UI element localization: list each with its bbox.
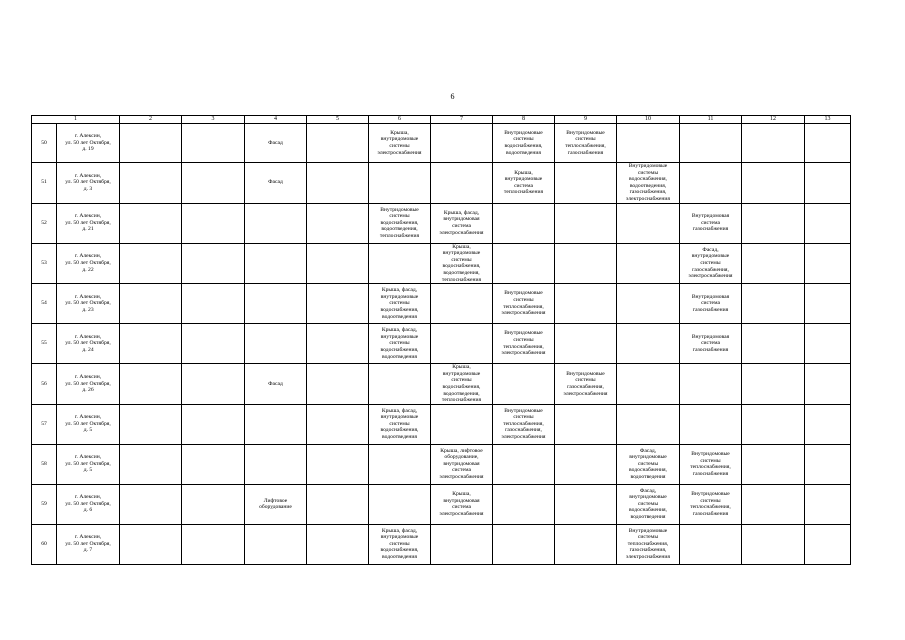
table-cell — [307, 163, 369, 204]
row-number-cell: 57 — [32, 404, 57, 444]
repair-schedule-table — [31, 115, 851, 565]
table-cell — [742, 364, 805, 405]
table-cell — [493, 444, 555, 484]
table-cell — [680, 404, 742, 444]
table-cell — [742, 524, 805, 564]
table-cell — [307, 444, 369, 484]
table-cell — [805, 124, 851, 163]
table-row — [32, 524, 851, 564]
table-cell — [120, 484, 182, 524]
row-number-cell: 58 — [32, 444, 57, 484]
column-header: 5 — [307, 116, 369, 124]
row-number-cell: 54 — [32, 284, 57, 324]
table-cell — [617, 324, 680, 364]
table-cell: Крыша, внутридомовые системы электроснабжения — [369, 124, 431, 163]
table-cell — [120, 524, 182, 564]
table-cell: Крыша, фасад, внутридомовые системы водоснабжения, водоотведения — [369, 324, 431, 364]
table-cell: Внутридомовые системы водоснабжения, водоотведения, газоснабжения, электроснабжения — [617, 163, 680, 204]
table-cell: Фасад — [245, 163, 307, 204]
table-cell: Крыша, внутридомовая система электроснабжения — [431, 484, 493, 524]
table-row — [32, 124, 851, 163]
address-cell: г. Алексин, ул. 50 лет Октября, д. 26 — [57, 364, 120, 405]
table-cell — [307, 243, 369, 284]
table-cell: Крыша, внутридомовые системы водоснабжения, водоотведения, теплоснабжения — [431, 243, 493, 284]
address-cell: г. Алексин, ул. 50 лет Октября, д. 21 — [57, 203, 120, 243]
table-cell: Внутридомовые системы теплоснабжения, газоснабжения — [680, 444, 742, 484]
table-cell — [369, 364, 431, 405]
table-cell — [742, 484, 805, 524]
table-cell — [120, 163, 182, 204]
table-cell — [493, 243, 555, 284]
row-number-cell: 60 — [32, 524, 57, 564]
table-cell: Внутридомовые системы теплоснабжения, электроснабжения — [493, 284, 555, 324]
table-cell — [369, 484, 431, 524]
table-cell: Внутридомовые системы теплоснабжения, газоснабжения — [555, 124, 617, 163]
address-cell: г. Алексин, ул. 50 лет Октября, д. 19 — [57, 124, 120, 163]
table-cell — [493, 524, 555, 564]
table-cell — [805, 163, 851, 204]
table-cell — [680, 524, 742, 564]
table-cell — [431, 124, 493, 163]
table-cell — [431, 163, 493, 204]
table-row — [32, 203, 851, 243]
row-number-cell: 55 — [32, 324, 57, 364]
table-cell — [120, 243, 182, 284]
table-cell — [245, 324, 307, 364]
table-cell — [245, 404, 307, 444]
table-cell — [245, 203, 307, 243]
column-header: 6 — [369, 116, 431, 124]
table-cell — [431, 524, 493, 564]
address-cell: г. Алексин, ул. 50 лет Октября, д. 22 — [57, 243, 120, 284]
table-cell — [307, 124, 369, 163]
table-cell — [182, 243, 245, 284]
table-cell — [431, 404, 493, 444]
table-row — [32, 163, 851, 204]
address-cell: г. Алексин, ул. 50 лет Октября, д. 24 — [57, 324, 120, 364]
table-cell: Фасад — [245, 364, 307, 405]
table-cell — [369, 444, 431, 484]
table-row — [32, 284, 851, 324]
table-cell — [493, 364, 555, 405]
table-cell — [742, 124, 805, 163]
table-cell — [182, 203, 245, 243]
table-cell — [742, 324, 805, 364]
table-cell — [120, 124, 182, 163]
table-cell — [742, 163, 805, 204]
table-cell — [120, 203, 182, 243]
table-cell: Крыша, внутридомовые система теплоснабжения — [493, 163, 555, 204]
table-cell — [182, 163, 245, 204]
table-cell: Крыша, внутридомовые системы водоснабжения, водоотведения, теплоснабжения — [431, 364, 493, 405]
table-cell — [555, 404, 617, 444]
column-header: 7 — [431, 116, 493, 124]
column-header: 11 — [680, 116, 742, 124]
address-cell: г. Алексин, ул. 50 лет Октября, д. 7 — [57, 524, 120, 564]
table-cell: Фасад, внутридомовые системы водоснабжения, водоотведения — [617, 444, 680, 484]
column-header: 8 — [493, 116, 555, 124]
table-cell — [120, 324, 182, 364]
row-number-cell: 52 — [32, 203, 57, 243]
table-cell — [555, 444, 617, 484]
table-cell — [369, 243, 431, 284]
table-cell — [245, 284, 307, 324]
table-cell — [245, 524, 307, 564]
table-cell — [555, 484, 617, 524]
table-cell — [245, 444, 307, 484]
table-cell — [805, 243, 851, 284]
table-cell — [120, 364, 182, 405]
table-cell — [307, 484, 369, 524]
table-cell — [555, 284, 617, 324]
table-cell — [555, 203, 617, 243]
table-row — [32, 243, 851, 284]
table-cell — [805, 364, 851, 405]
table-cell — [805, 284, 851, 324]
table-body — [32, 124, 851, 565]
table-row — [32, 484, 851, 524]
row-number-cell: 53 — [32, 243, 57, 284]
column-header: 10 — [617, 116, 680, 124]
table-cell — [307, 364, 369, 405]
table-cell — [431, 324, 493, 364]
table-cell — [805, 324, 851, 364]
table-cell — [307, 524, 369, 564]
table-cell: Фасад, внутридомовые системы водоснабжения, водоотведения — [617, 484, 680, 524]
table-cell — [617, 364, 680, 405]
table-cell — [369, 163, 431, 204]
column-header: 3 — [182, 116, 245, 124]
table-cell — [493, 203, 555, 243]
table-cell: Фасад, внутридомовые системы газоснабжения, электроснабжения — [680, 243, 742, 284]
page-number: 6 — [450, 92, 455, 101]
table-cell — [493, 484, 555, 524]
table-row — [32, 444, 851, 484]
table-cell — [307, 284, 369, 324]
table-cell — [182, 324, 245, 364]
table-cell: Внутридомовые системы теплоснабжения, газоснабжения — [680, 484, 742, 524]
address-cell: г. Алексин, ул. 50 лет Октября, д. 23 — [57, 284, 120, 324]
table-cell — [805, 203, 851, 243]
table-cell — [555, 163, 617, 204]
table-cell — [805, 404, 851, 444]
table-cell — [307, 404, 369, 444]
table-cell — [680, 364, 742, 405]
column-number-row — [32, 116, 851, 124]
table-row — [32, 324, 851, 364]
column-header: 13 — [805, 116, 851, 124]
table-cell — [805, 524, 851, 564]
table-cell — [617, 284, 680, 324]
table-cell: Внутридомовая система газоснабжения — [680, 203, 742, 243]
table-cell — [245, 243, 307, 284]
table-cell — [805, 484, 851, 524]
table-cell — [555, 524, 617, 564]
table-cell: Крыша, фасад, внутридомовые системы водоснабжения, водоотведения — [369, 524, 431, 564]
table-cell — [307, 203, 369, 243]
row-number-cell: 59 — [32, 484, 57, 524]
table-cell — [120, 404, 182, 444]
table-cell: Внутридомовая система газоснабжения — [680, 324, 742, 364]
table-cell — [182, 124, 245, 163]
table-cell — [617, 243, 680, 284]
table-cell: Внутридомовые системы газоснабжения, электроснабжения — [555, 364, 617, 405]
table-cell — [555, 243, 617, 284]
table-cell — [680, 163, 742, 204]
table-cell: Крыша, фасад, внутридомовая система электроснабжения — [431, 203, 493, 243]
table-cell: Крыша, фасад, внутридомовые системы водоснабжения, водоотведения — [369, 284, 431, 324]
address-cell: г. Алексин, ул. 50 лет Октября, д. 3 — [57, 163, 120, 204]
table-cell — [617, 404, 680, 444]
column-header: 1 — [32, 116, 120, 124]
table-cell — [182, 444, 245, 484]
row-number-cell: 50 — [32, 124, 57, 163]
table-row — [32, 404, 851, 444]
table-row — [32, 364, 851, 405]
table-cell: Крыша, лифтовое оборудование, внутридомовая система электроснабжения — [431, 444, 493, 484]
table-cell — [182, 364, 245, 405]
table-cell — [182, 484, 245, 524]
address-cell: г. Алексин, ул. 50 лет Октября, д. 6 — [57, 484, 120, 524]
table-cell — [182, 524, 245, 564]
table-cell — [742, 203, 805, 243]
table-cell — [307, 324, 369, 364]
column-header: 9 — [555, 116, 617, 124]
table-cell: Внутридомовые системы водоснабжения, водоотведения, теплоснабжения — [369, 203, 431, 243]
table-cell: Внутридомовые системы теплоснабжения, электроснабжения — [493, 324, 555, 364]
table-cell — [120, 284, 182, 324]
table-cell — [120, 444, 182, 484]
table-cell — [742, 404, 805, 444]
table-cell: Крыша, фасад, внутридомовые системы водоснабжения, водоотведения — [369, 404, 431, 444]
table-cell — [805, 444, 851, 484]
column-header: 4 — [245, 116, 307, 124]
table-cell — [555, 324, 617, 364]
address-cell: г. Алексин, ул. 50 лет Октября, д. 5 — [57, 404, 120, 444]
column-header: 12 — [742, 116, 805, 124]
table-cell: Внутридомовая система газоснабжения — [680, 284, 742, 324]
row-number-cell: 56 — [32, 364, 57, 405]
table-cell — [742, 444, 805, 484]
table-cell: Внутридомовые системы водоснабжения, водоотведения — [493, 124, 555, 163]
table-cell — [431, 284, 493, 324]
row-number-cell: 51 — [32, 163, 57, 204]
column-header: 2 — [120, 116, 182, 124]
address-cell: г. Алексин, ул. 50 лет Октября, д. 5 — [57, 444, 120, 484]
table-cell: Лифтовое оборудование — [245, 484, 307, 524]
table-cell — [680, 124, 742, 163]
table-cell — [182, 284, 245, 324]
table-cell: Фасад — [245, 124, 307, 163]
table-cell: Внутридомовые системы теплоснабжения, газоснабжения, электроснабжения — [493, 404, 555, 444]
table-cell — [742, 284, 805, 324]
table-cell — [617, 124, 680, 163]
table-cell — [182, 404, 245, 444]
table-cell — [617, 203, 680, 243]
table-cell: Внутридомовые системы теплоснабжения, газоснабжения, электроснабжения — [617, 524, 680, 564]
table-cell — [742, 243, 805, 284]
